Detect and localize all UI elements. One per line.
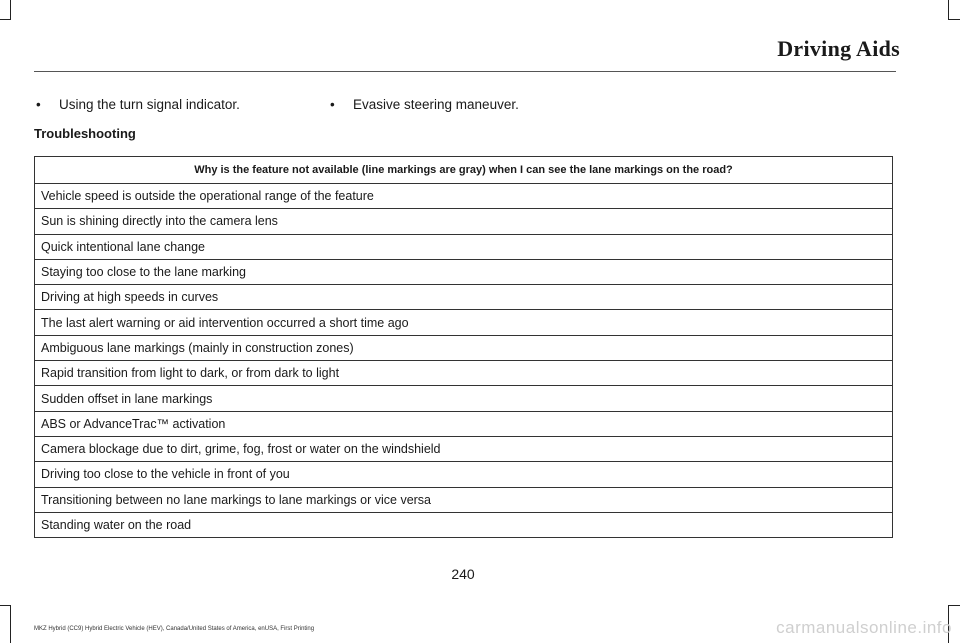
table-cell: ABS or AdvanceTrac™ activation	[35, 411, 893, 436]
table-row	[35, 184, 893, 209]
page-number: 240	[451, 566, 475, 582]
table-cell: Staying too close to the lane marking	[35, 259, 893, 284]
bullet-marker: •	[36, 97, 41, 112]
table-row	[35, 285, 893, 310]
bullet-text: Evasive steering maneuver.	[353, 97, 519, 112]
table-cell: Transitioning between no lane markings to lane markings or vice versa	[35, 487, 893, 512]
crop-mark-top-right-h	[948, 19, 960, 20]
table-cell: Driving at high speeds in curves	[35, 285, 893, 310]
troubleshooting-table	[34, 156, 893, 538]
crop-mark-top-right-v	[948, 0, 949, 19]
section-heading: Troubleshooting	[34, 126, 136, 141]
table-row	[35, 335, 893, 360]
table-row	[35, 209, 893, 234]
table-row	[35, 259, 893, 284]
crop-mark-top-left-v	[10, 0, 11, 19]
table-cell: The last alert warning or aid intervention occurred a short time ago	[35, 310, 893, 335]
table-row	[35, 310, 893, 335]
watermark-text: carmanualsonline.info	[776, 618, 952, 637]
crop-mark-bottom-left-h	[0, 605, 11, 606]
table-cell: Camera blockage due to dirt, grime, fog, frost or water on the windshield	[35, 436, 893, 461]
bullet-marker: •	[330, 97, 335, 112]
table-row	[35, 436, 893, 461]
crop-mark-bottom-left-v	[10, 605, 11, 643]
page-title: Driving Aids	[777, 36, 900, 61]
crop-mark-bottom-right-h	[948, 605, 960, 606]
table-cell: Sun is shining directly into the camera lens	[35, 209, 893, 234]
table-header-row	[35, 157, 893, 184]
table-row	[35, 361, 893, 386]
table-cell: Vehicle speed is outside the operational range of the feature	[35, 184, 893, 209]
table-cell: Standing water on the road	[35, 512, 893, 537]
bullet-text: Using the turn signal indicator.	[59, 97, 240, 112]
crop-mark-top-left-h	[0, 19, 11, 20]
footer-text: MKZ Hybrid (CC9) Hybrid Electric Vehicle (HEV), Canada/United States of America, enUSA, First Printing	[34, 626, 315, 632]
table-row	[35, 234, 893, 259]
table-cell: Ambiguous lane markings (mainly in construction zones)	[35, 335, 893, 360]
table-row	[35, 462, 893, 487]
table-row	[35, 487, 893, 512]
table-row	[35, 512, 893, 537]
table-cell: Sudden offset in lane markings	[35, 386, 893, 411]
table-row	[35, 386, 893, 411]
table-row	[35, 411, 893, 436]
header-divider	[34, 71, 896, 72]
table-cell: Driving too close to the vehicle in front of you	[35, 462, 893, 487]
table-header-cell: Why is the feature not available (line markings are gray) when I can see the lane markings on the road?	[35, 157, 893, 184]
table-cell: Rapid transition from light to dark, or from dark to light	[35, 361, 893, 386]
table-cell: Quick intentional lane change	[35, 234, 893, 259]
